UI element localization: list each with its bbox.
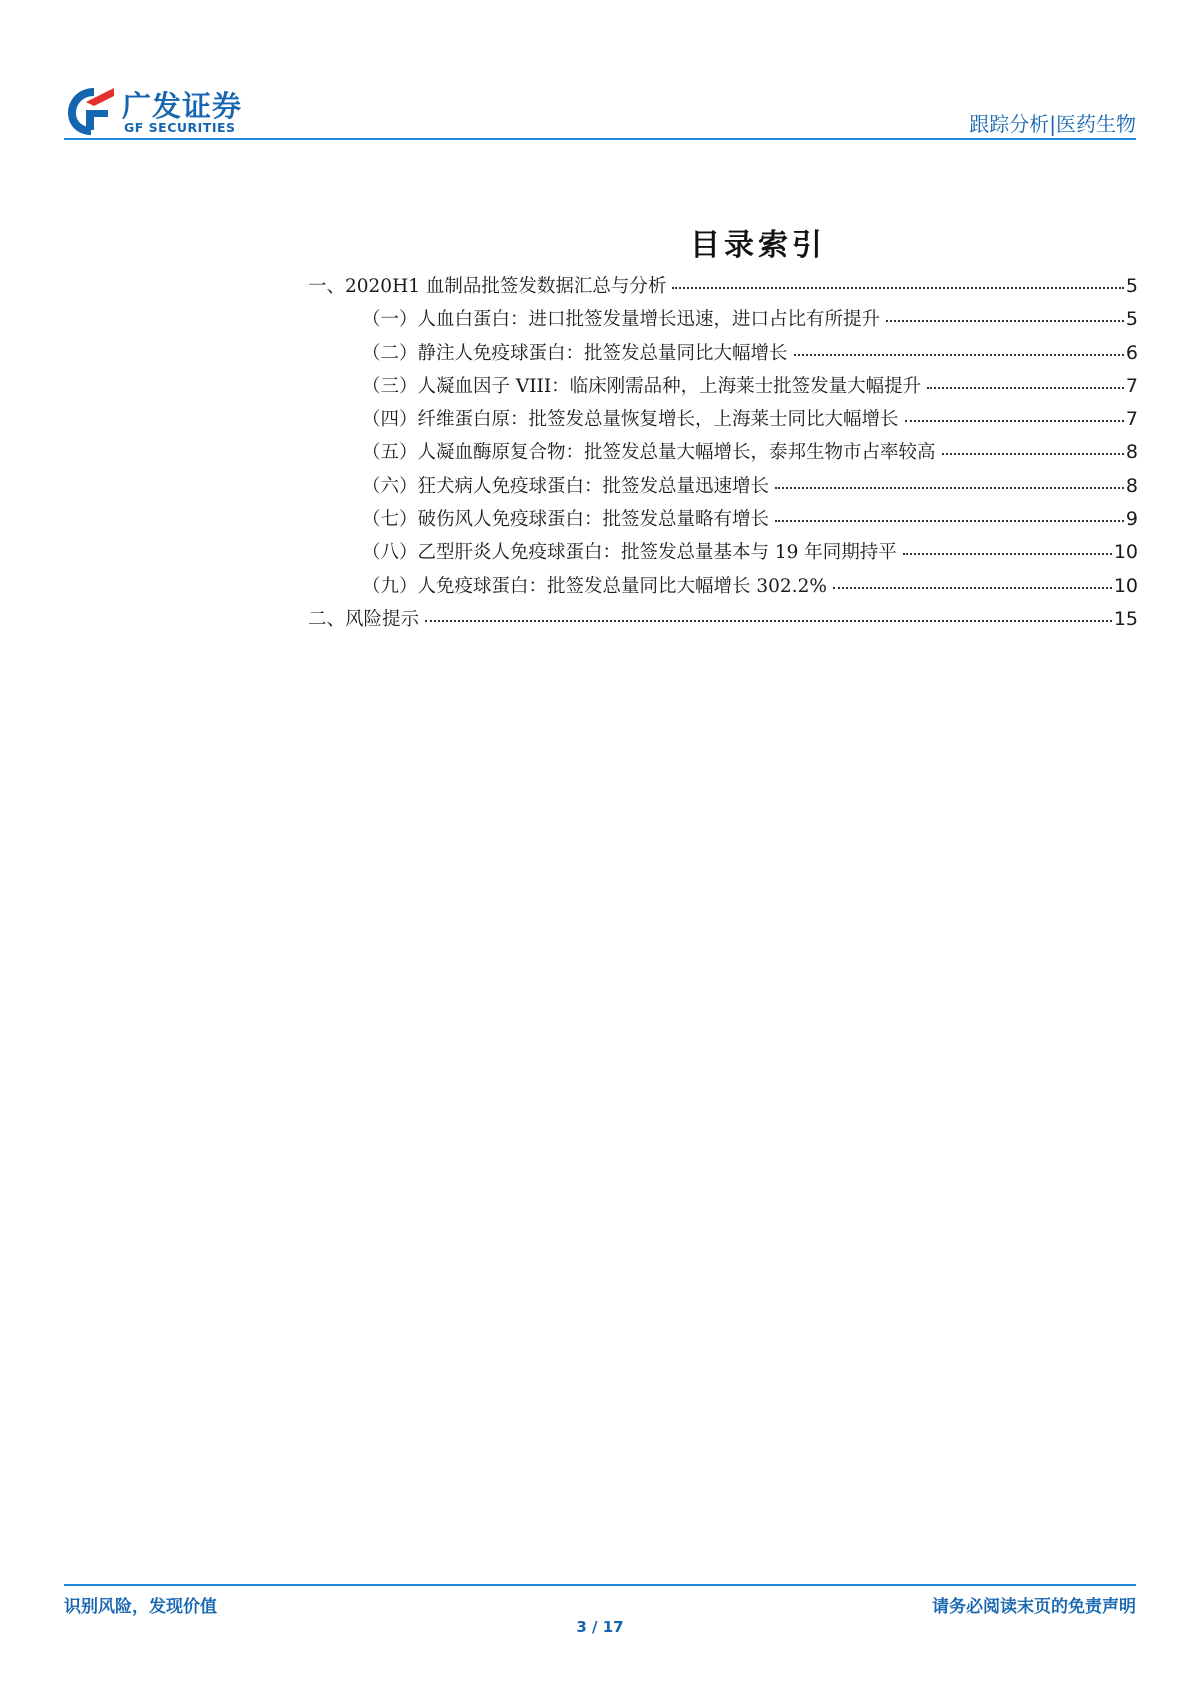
toc-leader-dots: [905, 419, 1124, 422]
toc-entry-text: （九）人免疫球蛋白：批签发总量同比大幅增长 302.2%: [362, 575, 827, 597]
toc-entry-text: （四）纤维蛋白原：批签发总量恢复增长，上海莱士同比大幅增长: [362, 409, 899, 431]
toc-entry-page: 10: [1113, 541, 1138, 564]
toc-entry-page: 15: [1113, 607, 1138, 630]
toc-leader-dots: [794, 353, 1124, 356]
toc-leader-dots: [672, 286, 1124, 289]
toc-entry-page: 5: [1125, 275, 1138, 297]
toc-entry-page: 10: [1113, 574, 1138, 597]
toc-leader-dots: [425, 619, 1112, 622]
table-of-contents: [308, 272, 1138, 638]
toc-entry-page: 8: [1125, 441, 1138, 464]
toc-entry-text: （三）人凝血因子 VIII：临床刚需品种，上海莱士批签发量大幅提升: [362, 375, 922, 397]
toc-title: 目录索引: [690, 228, 826, 263]
toc-entry[interactable]: [308, 372, 1138, 405]
company-logo: [64, 82, 324, 140]
toc-leader-dots: [775, 519, 1124, 522]
toc-entry[interactable]: [308, 405, 1138, 438]
toc-leader-dots: [886, 319, 1124, 322]
toc-leader-dots: [942, 452, 1124, 455]
toc-entry-text: （一）人血白蛋白：进口批签发量增长迅速，进口占比有所提升: [362, 309, 881, 331]
toc-entry[interactable]: [308, 605, 1138, 638]
footer-disclaimer-note: 请务必阅读末页的免责声明: [932, 1597, 1136, 1617]
toc-entry[interactable]: [308, 472, 1138, 505]
footer-divider: [64, 1584, 1136, 1586]
logo-english-name: GF SECURITIES: [124, 120, 236, 135]
toc-entry-text: （八）乙型肝炎人免疫球蛋白：批签发总量基本与 19 年同期持平: [362, 542, 897, 564]
toc-entry[interactable]: [308, 272, 1138, 305]
report-type: 跟踪分析|医药生物: [969, 112, 1136, 136]
page-header: [64, 82, 1136, 142]
toc-entry[interactable]: [308, 505, 1138, 538]
toc-entry-text: （五）人凝血酶原复合物：批签发总量大幅增长，泰邦生物市占率较高: [362, 442, 936, 464]
toc-leader-dots: [775, 486, 1124, 489]
toc-entry[interactable]: [308, 572, 1138, 605]
footer-slogan: 识别风险，发现价值: [64, 1597, 217, 1617]
toc-entry-page: 5: [1125, 308, 1138, 331]
toc-entry-text: 二、风险提示: [308, 608, 420, 630]
toc-entry-page: 7: [1125, 374, 1138, 397]
toc-entry-page: 8: [1125, 474, 1138, 497]
toc-entry[interactable]: [308, 305, 1138, 338]
toc-entry-text: 一、2020H1 血制品批签发数据汇总与分析: [308, 276, 667, 297]
toc-entry[interactable]: [308, 438, 1138, 471]
toc-entry-text: （七）破伤风人免疫球蛋白：批签发总量略有增长: [362, 509, 770, 531]
page-number: 3 / 17: [576, 1618, 624, 1636]
toc-entry[interactable]: [308, 339, 1138, 372]
toc-entry-page: 7: [1125, 408, 1138, 431]
toc-entry-page: 9: [1125, 508, 1138, 531]
toc-entry-text: （六）狂犬病人免疫球蛋白：批签发总量迅速增长: [362, 475, 770, 497]
toc-entry[interactable]: [308, 538, 1138, 571]
toc-entry-text: （二）静注人免疫球蛋白：批签发总量同比大幅增长: [362, 342, 788, 364]
toc-entry-page: 6: [1125, 341, 1138, 364]
toc-leader-dots: [927, 386, 1124, 389]
toc-leader-dots: [833, 586, 1112, 589]
header-divider: [64, 138, 1136, 140]
toc-leader-dots: [903, 552, 1112, 555]
logo-chinese-name: 广发证券: [122, 89, 243, 123]
gf-logo-icon: [64, 84, 116, 138]
